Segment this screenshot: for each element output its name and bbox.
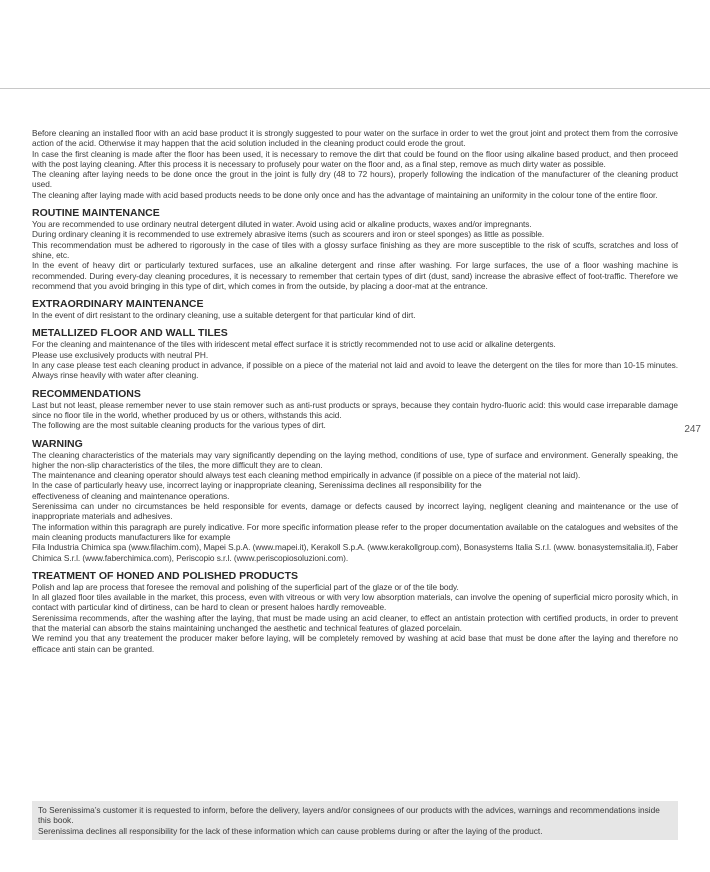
header-rule [0,88,710,89]
section-paragraph: effectiveness of cleaning and maintenance operations. [32,490,230,501]
customer-notice-box [32,801,678,840]
section-paragraph: In all glazed floor tiles available in the market, this process, even with vitreous or with very low absorption materials, can involve the opening of superficial micro porosity which, in contact with particular kind of dirtiness, can be hard to clean or present haloes hardly removeable. [32,592,678,613]
section-paragraph: During ordinary cleaning it is recommended to use extremely abrasive items (such as scourers and iron or steel sponges) as little as possible. [32,229,545,240]
intro-paragraph: Before cleaning an installed floor with an acid base product it is strongly suggested to pour water on the surface in order to wet the grout joint and protect them from the corrosive action of the acid. Otherwise it may happen that the acid solution included in the cleaning product could erode the grout. [32,128,678,149]
section-paragraph: Polish and lap are process that foresee the removal and polishing of the superficial part of the glaze or of the tile body. [32,581,459,592]
section-paragraph: Last but not least, please remember never to use stain remover such as anti-rust products or sprays, because they contain hydro-fluoric acid: this would case irreparable damage since no floor tile in the world, whether produced by us or others, withstands this acid. [32,399,678,420]
section-paragraph: In any case please test each cleaning product in advance, if possible on a piece of the material not laid and avoid to leave the detergent on the tiles for more than 10-15 minutes. Always rinse heavily with water after cleaning. [32,360,678,381]
section-paragraph: Please use exclusively products with neutral PH. [32,349,209,360]
section-paragraph: We remind you that any treatement the producer maker before laying, will be completely removed by washing at acid base that must be done after the laying and therefore no efficace anti stain can be granted. [32,633,678,654]
section-extraordinary-maintenance [32,298,678,320]
section-title: WARNING [32,437,83,450]
section-title: RECOMMENDATIONS [32,387,141,400]
section-honed-polished [32,570,678,654]
section-paragraph: For the cleaning and maintenance of the tiles with iridescent metal effect surface it is strictly recommended not to use acid or alkaline detergents. [32,339,556,350]
section-paragraph: The information within this paragraph are purely indicative. For more specific information please refer to the proper documentation available on the catalogues and websites of the main cleaning products manufacturers like for example [32,521,678,542]
document-body [32,128,678,654]
intro-section [32,128,678,200]
section-paragraph: Fila Industria Chimica spa (www.filachim.com), Mapei S.p.A. (www.mapei.it), Kerakoll S.p.A. (www.kerakollgroup.com), Bonasystems Italia S.r.l. (www. bonasystemsitalia.it), Faber Chimica S.r.l. (www.faberchimica.com), Periscopio s.r.l. (www.periscopiosoluzioni.com). [32,542,678,563]
section-title: EXTRAORDINARY MAINTENANCE [32,298,204,311]
section-paragraph: You are recommended to use ordinary neutral detergent diluted in water. Avoid using acid or alkaline products, waxes and/or impregnants. [32,219,532,230]
notice-paragraph: To Serenissima’s customer it is requested to inform, before the delivery, layers and/or consignees of our products with the advices, warnings and recommendations inside this book. [38,805,660,826]
section-title: TREATMENT OF HONED AND POLISHED PRODUCTS [32,569,299,582]
intro-paragraph: In case the first cleaning is made after the floor has been used, it is necessary to remove the dirt that could be found on the floor using alkaline based product, and then proceed with the post laying cleaning. After this process it is necessary to profusely pour water on the floor and, as a final step, remove as much dirty water as possible. [32,148,678,169]
section-paragraph: This recommendation must be adhered to rigorously in the case of tiles with a glossy surface finishing as they are more susceptible to the risk of scuffs, scratches and loss of shine, etc. [32,239,678,260]
section-metallized-tiles [32,327,678,380]
section-title: ROUTINE MAINTENANCE [32,207,160,220]
page-number: 247 [684,424,701,435]
intro-paragraph: The cleaning after laying needs to be done once the grout in the joint is fully dry (48 to 72 hours), properly following the indication of the manufacturer of the cleaning product used. [32,169,678,190]
section-paragraph: Serenissima can under no circumstances be held responsible for events, damage or defects caused by incorrect laying, negligent cleaning and maintenance or the use of inappropriate materials and adhesives. [32,501,678,522]
notice-paragraph: Serenissima declines all responsibility for the lack of these information which can cause problems during or after the laying of the product. [38,825,543,836]
section-routine-maintenance [32,207,678,291]
section-paragraph: Serenissima recommends, after the washing after the laying, that must be made using an acid cleaner, to effect an antistain protection with certified products, in order to prevent that the material can absorb the stains maintaining unchanged the aesthetic and technical features of glazed porcelain. [32,612,678,633]
section-paragraph: In the event of heavy dirt or particularly textured surfaces, use an alkaline detergent and rinse after washing. For large surfaces, the use of a floor washing machine is recommended. During every-day cleaning procedures, it is necessary to remember that certain types of dirt (dust, sand) increase the abrasive effect of foot-traffic. Therefore we recommend that you avoid bringing in this type of dirt, which comes in from the outside, by placing a door-mat at the entrance. [32,260,678,291]
section-paragraph: In the case of particularly heavy use, incorrect laying or inappropriate cleaning, Serenissima declines all responsibility for the [32,480,482,491]
section-title: METALLIZED FLOOR AND WALL TILES [32,327,228,340]
section-paragraph: The cleaning characteristics of the materials may vary significantly depending on the laying method, conditions of use, type of surface and environment. Generally speaking, the higher the non-slip characteristics of the tiles, the more difficult they are to clean. [32,449,678,470]
section-paragraph: In the event of dirt resistant to the ordinary cleaning, use a suitable detergent for that particular kind of dirt. [32,310,416,321]
section-paragraph: The following are the most suitable cleaning products for the various types of dirt. [32,420,326,431]
section-warning [32,438,678,563]
section-paragraph: The maintenance and cleaning operator should always test each cleaning method empirically in advance (if possible on a piece of the material not laid). [32,470,581,481]
intro-paragraph: The cleaning after laying made with acid based products needs to be done only once and has the advantage of maintaining an uniformity in the colour tone of the entire floor. [32,189,658,200]
section-recommendations [32,388,678,431]
